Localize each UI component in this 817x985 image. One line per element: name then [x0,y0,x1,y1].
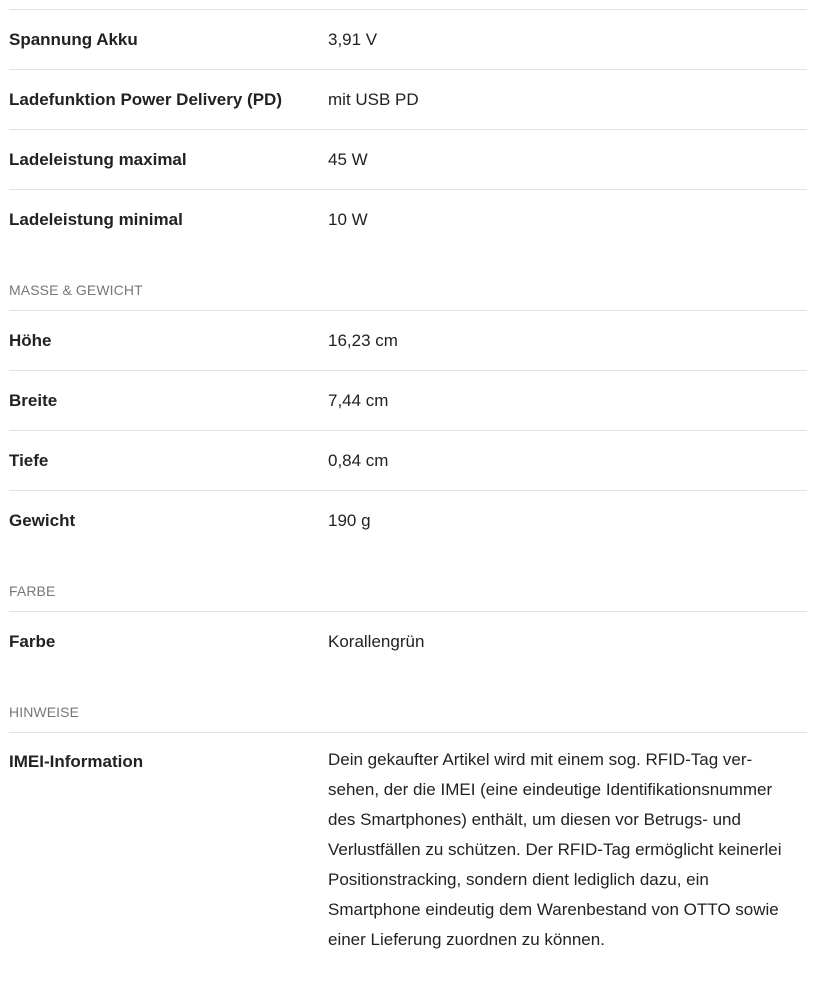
spec-value: 7,44 cm [328,390,389,410]
section-heading-farbe: FARBE [9,583,56,599]
spec-row-gewicht [9,490,807,550]
spec-key: Tiefe [9,450,49,470]
spec-row-farbe [9,611,807,671]
spec-row-breite [9,370,807,430]
spec-row-hoehe [9,310,807,370]
spec-row-ladefunktion-pd [9,69,807,129]
spec-value: Korallengrün [328,631,425,651]
spec-key: Farbe [9,631,56,651]
spec-value: 190 g [328,510,371,530]
spec-row-ladeleistung-minimal [9,189,807,249]
spec-key: Höhe [9,330,52,350]
spec-row-spannung-akku [9,9,807,69]
spec-value: 16,23 cm [328,330,398,350]
spec-value: mit USB PD [328,89,419,109]
section-heading-hinweise: HINWEISE [9,704,80,720]
spec-value: 3,91 V [328,29,378,49]
section-heading-masse-gewicht: MASSE & GEWICHT [9,282,143,298]
spec-value: 10 W [328,209,368,229]
spec-key: Spannung Akku [9,29,138,49]
spec-row-tiefe [9,430,807,490]
spec-value: 0,84 cm [328,450,389,470]
spec-key: Ladefunktion Power Delivery (PD) [9,89,282,109]
spec-key: Gewicht [9,510,76,530]
spec-row-imei-information [9,732,807,955]
product-spec-table [9,9,807,955]
spec-key: Breite [9,390,58,410]
spec-key: Ladeleistung minimal [9,209,183,229]
spec-value: 45 W [328,149,368,169]
spec-key: IMEI-Information [9,752,144,771]
spec-key: Ladeleistung maximal [9,149,187,169]
spec-value-long-text: Dein gekaufter Artikel wird mit einem sog. RFID-Tag versehen, der die IMEI (eine eindeutige Identifikationsnummer des Smartphones) enthält, um diesen vor Betrugs- und Verlustfällen zu schützen. Der RFID-Tag ermöglicht keinerlei Positionstracking, sondern dient lediglich dazu, ein Smartphone eindeutig dem Warenbestand von OTTO sowie einer Lieferung zuordnen zu können. [328,750,782,949]
spec-row-ladeleistung-maximal [9,129,807,189]
